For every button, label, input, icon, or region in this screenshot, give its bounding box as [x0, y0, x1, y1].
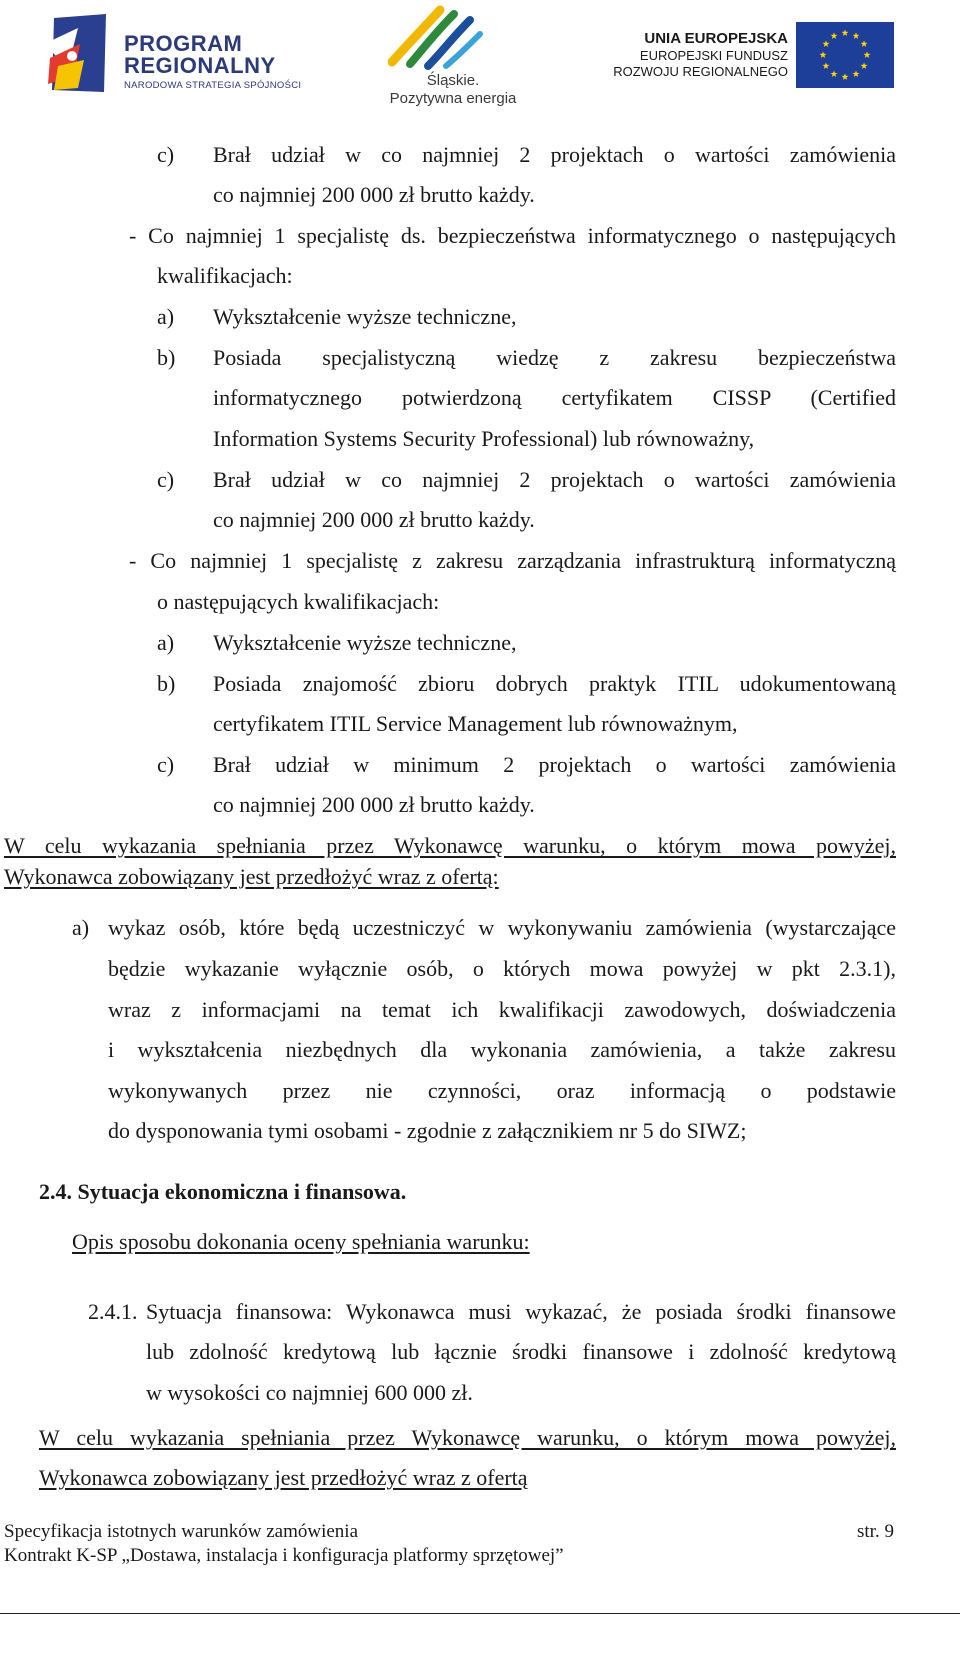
list-marker: b): [157, 345, 176, 370]
eu-title: UNIA EUROPEJSKA: [644, 30, 788, 47]
paragraph-line: - Co najmniej 1 specjalistę z zakresu zarządzania infrastrukturą informatyczną: [129, 548, 896, 573]
paragraph-line: Brał udział w co najmniej 2 projektach o wartości zamówienia: [213, 467, 896, 492]
paragraph-line: Information Systems Security Professional) lub równoważny,: [213, 426, 755, 451]
paragraph-line: co najmniej 200 000 zł brutto każdy.: [213, 182, 535, 207]
list-marker: c): [157, 752, 175, 777]
paragraph-line: Sytuacja finansowa: Wykonawca musi wykazać, że posiada środki finansowe: [146, 1299, 896, 1324]
paragraph-line: wraz z informacjami na temat ich kwalifikacji zawodowych, doświadczenia: [108, 997, 896, 1022]
eu-fund-regional: ROZWOJU REGIONALNEGO: [613, 64, 788, 79]
paragraph-line: co najmniej 200 000 zł brutto każdy.: [213, 507, 535, 532]
paragraph-line: co najmniej 200 000 zł brutto każdy.: [213, 792, 535, 817]
paragraph-line: certyfikatem ITIL Service Management lub równoważnym,: [213, 711, 738, 736]
paragraph-line: do dysponowania tymi osobami - zgodnie z załącznikiem nr 5 do SIWZ;: [108, 1118, 747, 1143]
nss-label: NARODOWA STRATEGIA SPÓJNOŚCI: [124, 80, 302, 91]
paragraph-line: w wysokości co najmniej 600 000 zł.: [146, 1380, 473, 1405]
paragraph-line: Wykształcenie wyższe techniczne,: [213, 630, 517, 655]
program-label: PROGRAM: [124, 31, 243, 56]
slaskie-label: [378, 72, 528, 108]
list-marker: a): [157, 630, 175, 655]
slaskie-slogan: Pozytywna energia: [389, 90, 517, 107]
paragraph-line: kwalifikacjach:: [157, 263, 293, 288]
paragraph-line: Posiada specjalistyczną wiedzę z zakresu bezpieczeństwa: [213, 345, 896, 370]
paragraph-line: wykaz osób, które będą uczestniczyć w wykonywaniu zamówienia (wystarczające: [108, 915, 896, 940]
page-number: str. 9: [857, 1521, 894, 1542]
paragraph-line: informatycznego potwierdzoną certyfikatem CISSP (Certified: [213, 385, 896, 410]
footer-divider: [0, 1613, 960, 1614]
list-marker: a): [72, 915, 90, 940]
paragraph-line: - Co najmniej 1 specjalistę ds. bezpieczeństwa informatycznego o następujących: [129, 223, 896, 248]
paragraph-line: wykonywanych przez nie czynności, oraz informacją o podstawie: [108, 1078, 896, 1103]
list-marker: c): [157, 467, 175, 492]
underlined-paragraph-line: W celu wykazania spełniania przez Wykonawcę warunku, o którym mowa powyżej,: [4, 833, 896, 858]
eu-fund: EUROPEJSKI FUNDUSZ: [639, 48, 788, 63]
section-heading: 2.4. Sytuacja ekonomiczna i finansowa.: [39, 1179, 407, 1204]
underlined-subheading: Opis sposobu dokonania oceny spełniania warunku:: [72, 1229, 530, 1254]
eu-flag-icon: [796, 22, 894, 88]
list-marker: b): [157, 671, 176, 696]
regionalny-label: REGIONALNY: [124, 53, 276, 78]
list-marker: c): [157, 142, 175, 167]
paragraph-line: Wykształcenie wyższe techniczne,: [213, 304, 517, 329]
slaskie-waves-icon: [388, 4, 484, 70]
paragraph-line: o następujących kwalifikacjach:: [157, 589, 440, 614]
list-marker: a): [157, 304, 175, 329]
slaskie-name: Śląskie.: [426, 72, 480, 89]
list-marker: 2.4.1.: [88, 1299, 138, 1324]
program-regionalny-logo-icon: [44, 14, 120, 94]
paragraph-line: Brał udział w minimum 2 projektach o wartości zamówienia: [213, 752, 896, 777]
eu-label: [598, 30, 788, 80]
program-regionalny-label: [124, 33, 301, 93]
footer-document-title: Specyfikacja istotnych warunków zamówienia: [4, 1521, 359, 1542]
underlined-paragraph-line: W celu wykazania spełniania przez Wykonawcę warunku, o którym mowa powyżej,: [39, 1425, 896, 1450]
underlined-paragraph-line: Wykonawca zobowiązany jest przedłożyć wraz z ofertą: [39, 1465, 528, 1490]
paragraph-line: Posiada znajomość zbioru dobrych praktyk ITIL udokumentowaną: [213, 671, 896, 696]
paragraph-line: będzie wykazanie wyłącznie osób, o których mowa powyżej w pkt 2.3.1),: [108, 956, 896, 981]
underlined-paragraph-line: Wykonawca zobowiązany jest przedłożyć wraz z ofertą:: [4, 864, 499, 889]
paragraph-line: Brał udział w co najmniej 2 projektach o wartości zamówienia: [213, 142, 896, 167]
footer-contract-title: Kontrakt K-SP „Dostawa, instalacja i konfiguracja platformy sprzętowej”: [4, 1545, 564, 1566]
paragraph-line: i wykształcenia niezbędnych dla wykonania zamówienia, a także zakresu: [108, 1037, 896, 1062]
paragraph-line: lub zdolność kredytową lub łącznie środki finansowe i zdolność kredytową: [146, 1339, 896, 1364]
